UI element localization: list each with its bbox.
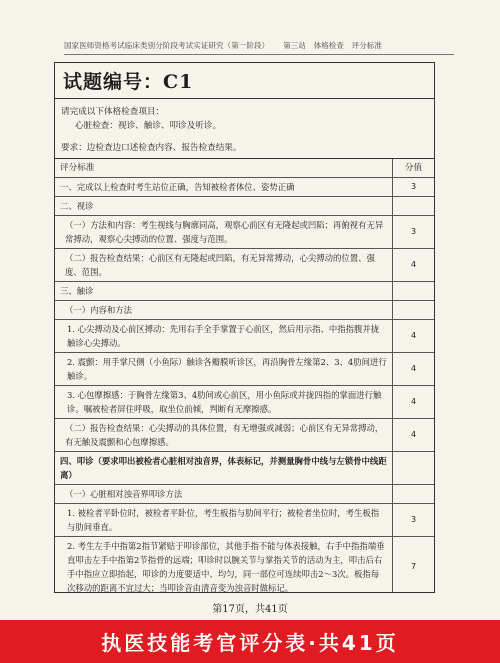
- requirements-block: [55, 99, 434, 159]
- section-row-palpation: 三、触诊: [55, 282, 434, 301]
- table-row: 2. 考生左手中指第2指节紧贴于叩诊部位，其他手指不能与体表接触，右手中指指端垂直叩击左手中指第2节指骨的远端；叩诊时以腕关节与掌指关节的活动为主，叩击后右手中指应立即抬起，叩诊的力度要适中、均匀，同一部位可连续叩击2～3次。板指每次移动的距离不宜过大；当叩诊音由清音变为浊音时做标记。 7: [55, 537, 434, 593]
- running-header: [64, 40, 454, 55]
- criteria-column-header: 评分标准: [55, 159, 393, 177]
- table-row: 1. 被检者平卧位时，被检者平卧位，考生板指与肋间平行；被检者坐位时，考生板指与肋间垂直。 3: [55, 504, 434, 537]
- requirements-items: 心脏检查：视诊、触诊、叩诊及听诊。: [75, 121, 222, 131]
- question-title: 试题编号：C1: [55, 63, 434, 99]
- table-row: 2. 震颤：用手掌尺侧（小鱼际）触诊各瓣膜听诊区，再沿胸骨左缘第2、3、4肋间进行触诊。 4: [55, 353, 434, 386]
- page-number: 第17页，共41页: [212, 604, 288, 615]
- table-row: 一、完成以上检查时考生站位正确，告知被检者体位、姿势正确 3: [55, 178, 434, 197]
- requirements-note: 要求：边检查边口述检查内容、报告检查结果。: [61, 143, 242, 153]
- subsection-row: （一）内容和方法: [55, 301, 434, 320]
- caption-banner: 执医技能考官评分表·共41页: [0, 620, 500, 663]
- subsection-row: （一）心脏相对浊音界叩诊方法: [55, 485, 434, 504]
- scoring-sheet: [54, 62, 435, 593]
- table-row: 3. 心包摩擦感：于胸骨左缘第3、4肋间或心前区，用小鱼际或并拢四指的掌面进行触诊。嘱被检者屏住呼吸，取坐位前倾，判断有无摩擦感。 4: [55, 386, 434, 419]
- score-column-header: 分值: [404, 163, 423, 173]
- table-header: [55, 159, 434, 178]
- table-row: （二）报告检查结果：心尖搏动的具体位置，有无增强或减弱；心前区有无异常搏动，有无触及震颤和心包摩擦感。 4: [55, 419, 434, 452]
- table-row: （二）报告检查结果：心前区有无隆起或凹陷，有无异常搏动，心尖搏动的位置、强度、范围。 4: [55, 249, 434, 282]
- table-row: （一）方法和内容：考生视线与胸廓同高，观察心前区有无隆起或凹陷；再俯视有无异常搏动，观察心尖搏动的位置、强度与范围。 3: [55, 216, 434, 249]
- section-row-inspection: 二、视诊: [55, 197, 434, 216]
- running-header-right: 第三站 体格检查 评分标准: [283, 41, 383, 50]
- running-header-left: 国家医师资格考试临床类别分阶段考试实证研究（第一阶段）: [64, 41, 270, 50]
- requirements-intro: 请完成以下体格检查项目：: [61, 107, 165, 117]
- section-row-percussion: 四、叩诊（要求叩出被检者心脏相对浊音界，体表标记，并测量胸骨中线与左锁骨中线距离）: [55, 452, 434, 485]
- table-row: 1. 心尖搏动及心前区搏动：先用右手全手掌置于心前区，然后用示指、中指指腹并拢触诊心尖搏动。 4: [55, 320, 434, 353]
